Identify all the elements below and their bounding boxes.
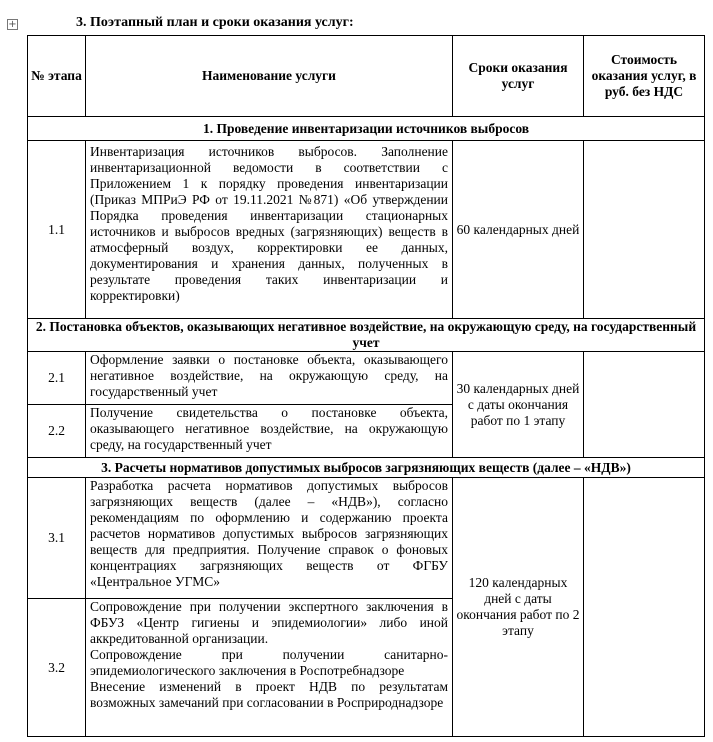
service-cost xyxy=(584,478,705,737)
service-term: 60 календарных дней xyxy=(453,141,584,319)
service-cost xyxy=(584,352,705,458)
description-paragraph: Внесение изменений в проект НДВ по результатам возможных замечаний при согласовании в Росприроднадзоре xyxy=(90,679,448,710)
service-term: 120 календарных дней с даты окончания работ по 2 этапу xyxy=(453,478,584,737)
service-description xyxy=(86,352,453,405)
description-paragraph: Разработка расчета нормативов допустимых выбросов загрязняющих веществ (далее – «НДВ»), согласно рекомендациям по оформлению и содержанию проекта расчетов нормативов допустимых выбросов загрязняющих веществ для предприятия. Получение справок о фоновых концентрациях загрязняющих веществ от ФГБУ «Центральное УГМС» xyxy=(90,478,448,589)
service-description xyxy=(86,478,453,599)
description-paragraph: Сопровождение при получении экспертного заключения в ФБУЗ «Центр гигиены и эпидемиологии» либо иной аккредитованной организации. xyxy=(90,599,448,646)
service-term: 30 календарных дней с даты окончания работ по 1 этапу xyxy=(453,352,584,458)
section-row xyxy=(28,117,705,141)
section-title-2: 2. Постановка объектов, оказывающих негативное воздействие, на окружающую среду, на государственный учет xyxy=(28,319,705,352)
service-description xyxy=(86,405,453,458)
table-row xyxy=(28,478,705,599)
table-row xyxy=(28,141,705,319)
header-name: Наименование услуги xyxy=(86,36,453,117)
description-paragraph: Получение свидетельства о постановке объекта, оказывающего негативное воздействие, на окружающую среду, на государственный учет xyxy=(90,405,448,452)
service-plan-table xyxy=(27,35,705,737)
stage-number: 3.2 xyxy=(28,599,86,737)
stage-number: 3.1 xyxy=(28,478,86,599)
description-paragraph: Сопровождение при получении санитарно-эпидемиологического заключения в Роспотребнадзоре xyxy=(90,647,448,678)
description-paragraph: Оформление заявки о постановке объекта, оказывающего негативное воздействие, на окружающую среду, на государственный учет xyxy=(90,352,448,399)
section-title-1: 1. Проведение инвентаризации источников выбросов xyxy=(28,117,705,141)
header-row xyxy=(28,36,705,117)
header-stage: № этапа xyxy=(28,36,86,117)
stage-number: 1.1 xyxy=(28,141,86,319)
service-cost xyxy=(584,141,705,319)
description-paragraph: Инвентаризация источников выбросов. Заполнение инвентаризационной ведомости в соответствии с Приложением 1 к порядку проведения инвентаризации (Приказ МПРиЭ РФ от 19.11.2021 №871) «Об утверждении Порядка проведения инвентаризации стационарных источников и выбросов вредных (загрязняющих) веществ в атмосферный воздух, корректировки ее данных, документирования и хранения данных, полученных в результате проведения таких инвентаризации и корректировки) xyxy=(90,144,448,303)
service-description xyxy=(86,141,453,319)
header-cost: Стоимость оказания услуг, в руб. без НДС xyxy=(584,36,705,117)
header-term: Сроки оказания услуг xyxy=(453,36,584,117)
section-heading: 3. Поэтапный план и сроки оказания услуг: xyxy=(76,15,354,30)
service-description xyxy=(86,599,453,737)
section-row xyxy=(28,458,705,478)
stage-number: 2.1 xyxy=(28,352,86,405)
section-row xyxy=(28,319,705,352)
stage-number: 2.2 xyxy=(28,405,86,458)
table-row xyxy=(28,352,705,405)
table-move-handle-icon[interactable]: + xyxy=(8,19,17,30)
section-title-3: 3. Расчеты нормативов допустимых выбросов загрязняющих веществ (далее – «НДВ») xyxy=(28,458,705,478)
